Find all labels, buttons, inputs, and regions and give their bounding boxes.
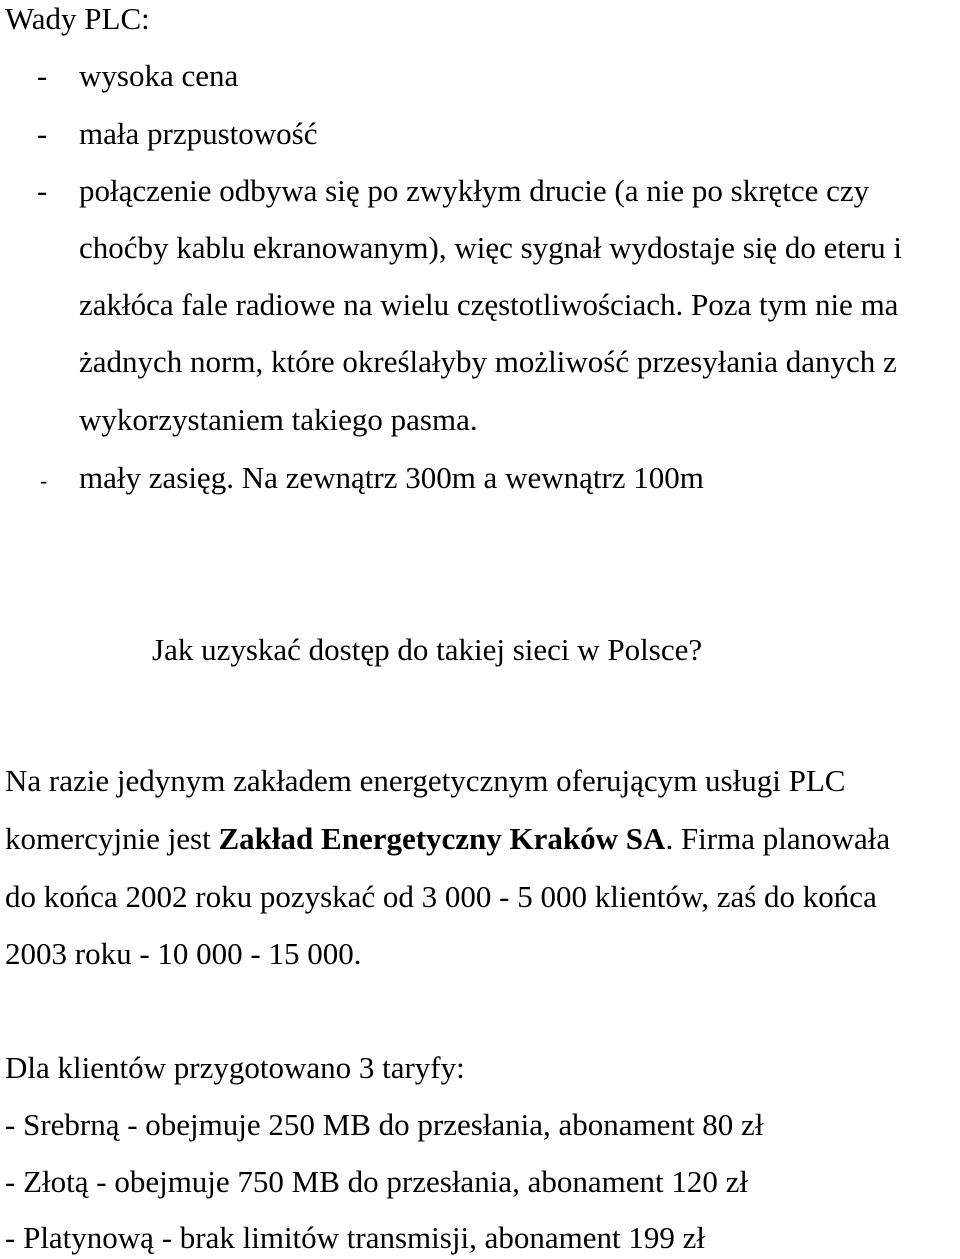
list-bullet: - <box>37 58 48 93</box>
list-item-wire-line: połączenie odbywa się po zwykłym drucie (a nie po skrętce czy <box>79 173 870 208</box>
paragraph-line: do końca 2002 roku pozyskać od 3 000 - 5 000 klientów, zaś do końca <box>5 879 877 914</box>
list-item-price: wysoka cena <box>79 58 239 93</box>
list-item-wire-line: choćby kablu ekranowanym), więc sygnał wydostaje się do eteru i <box>79 230 902 265</box>
list-item-range: mały zasięg. Na zewnątrz 300m a wewnątrz 100m <box>79 460 704 495</box>
paragraph-line: Na razie jedynym zakładem energetycznym oferującym usługi PLC <box>5 763 846 798</box>
paragraph-text: . Firma planowała <box>665 821 891 856</box>
tariff-item-gold: - Złotą - obejmuje 750 MB do przesłania, abonament 120 zł <box>5 1164 748 1199</box>
list-bullet: - <box>37 173 48 208</box>
list-bullet: - <box>40 468 48 493</box>
list-bullet: - <box>37 116 48 151</box>
paragraph-text: komercyjnie jest <box>5 821 219 856</box>
page-heading: Wady PLC: <box>5 1 150 36</box>
section-question: Jak uzyskać dostęp do takiej sieci w Polsce? <box>152 632 703 667</box>
list-item-wire-line: wykorzystaniem takiego pasma. <box>79 402 478 437</box>
paragraph-line <box>5 823 890 854</box>
list-item-throughput: mała przpustowość <box>79 116 318 151</box>
tariff-item-silver: - Srebrną - obejmuje 250 MB do przesłania, abonament 80 zł <box>5 1107 764 1142</box>
list-item-wire-line: żadnych norm, które określałyby możliwość przesyłania danych z <box>79 344 897 379</box>
tariffs-intro: Dla klientów przygotowano 3 taryfy: <box>5 1050 465 1085</box>
company-name: Zakład Energetyczny Kraków SA <box>218 821 666 856</box>
tariff-item-platinum: - Platynową - brak limitów transmisji, abonament 199 zł <box>5 1220 705 1255</box>
list-item-wire-line: zakłóca fale radiowe na wielu częstotliwościach. Poza tym nie ma <box>79 287 899 322</box>
paragraph-line: 2003 roku - 10 000 - 15 000. <box>5 936 362 971</box>
